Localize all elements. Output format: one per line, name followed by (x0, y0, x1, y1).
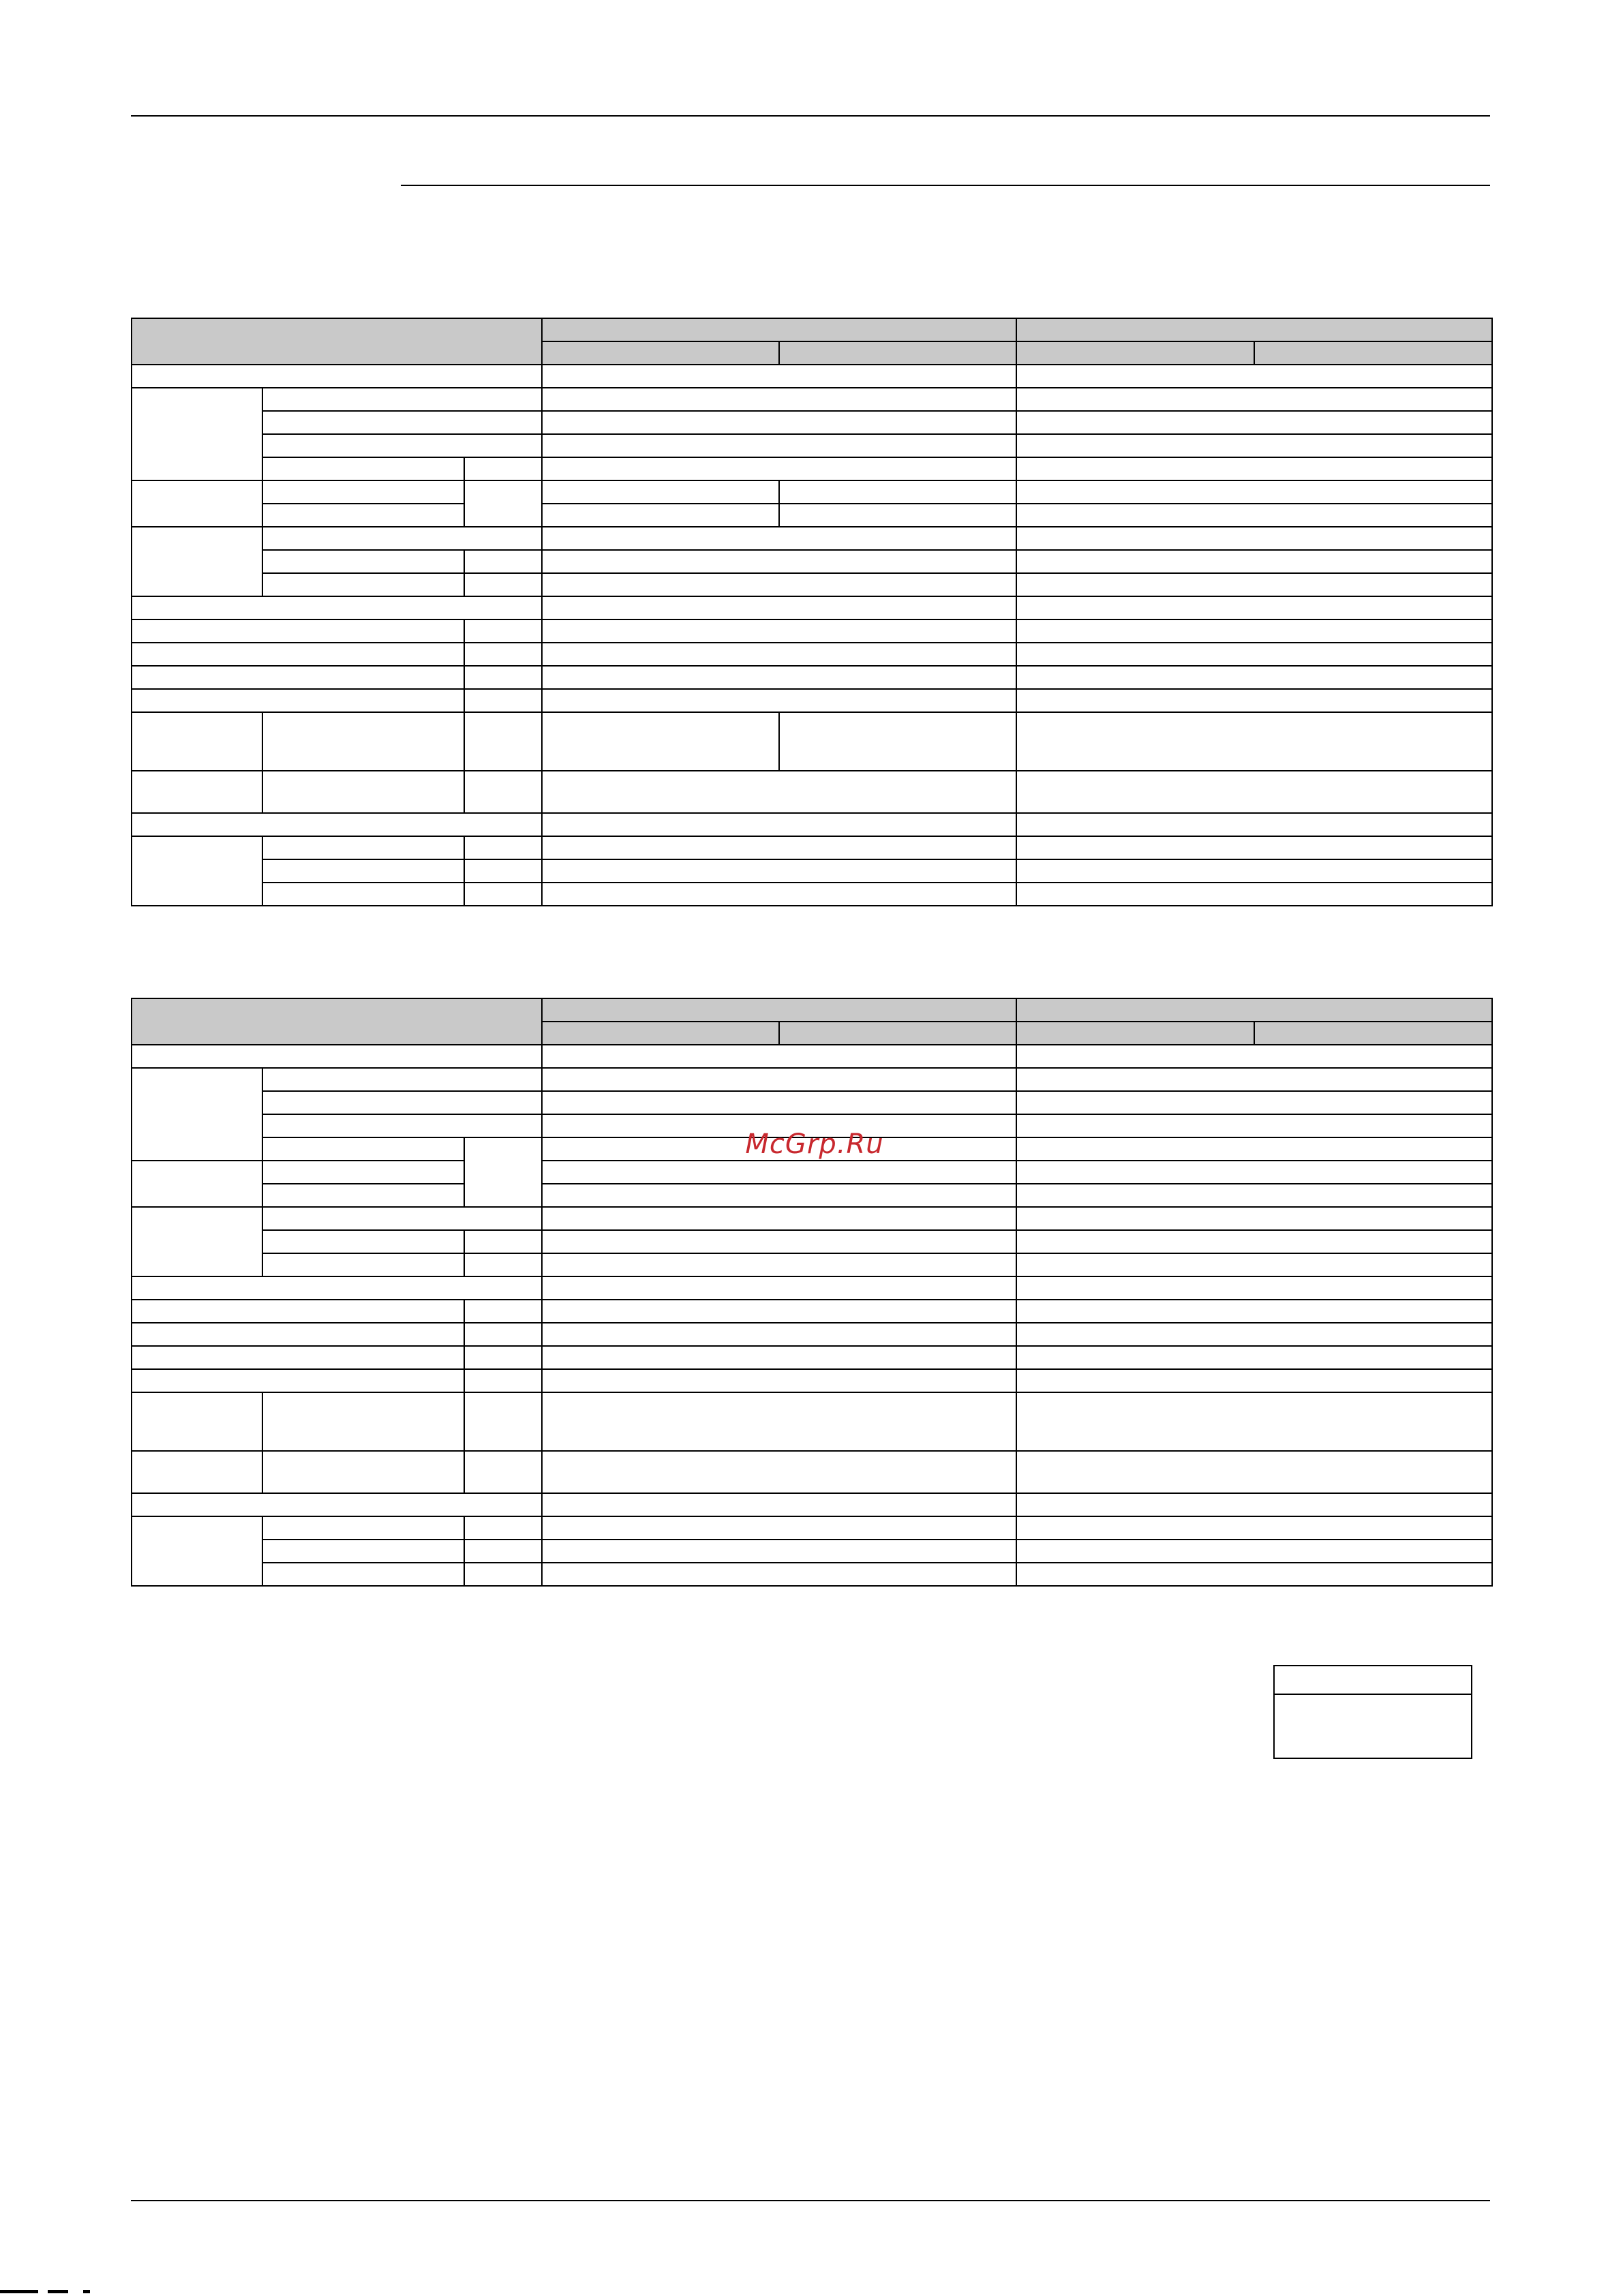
value-cell (1016, 1392, 1492, 1451)
value-cell (1016, 1516, 1492, 1540)
label-cell (262, 859, 464, 883)
value-cell (1016, 1346, 1492, 1369)
value-cell (542, 1369, 1016, 1392)
group-label-cell (132, 771, 262, 813)
value-cell (1016, 1253, 1492, 1276)
value-cell (542, 1451, 1016, 1493)
label-cell (262, 411, 542, 434)
unit-cell (464, 1137, 542, 1207)
unit-cell (464, 1346, 542, 1369)
value-cell (1016, 1068, 1492, 1091)
value-cell (542, 836, 1016, 859)
unit-cell (464, 1300, 542, 1323)
table-header-row (132, 318, 1492, 341)
group-label-cell (132, 1392, 262, 1451)
table-row (132, 573, 1492, 596)
value-cell (1016, 666, 1492, 689)
table-row (132, 1300, 1492, 1323)
unit-cell (464, 666, 542, 689)
value-cell (542, 411, 1016, 434)
label-cell (262, 550, 464, 573)
value-cell (1016, 771, 1492, 813)
table-row (132, 527, 1492, 550)
group-label-cell (132, 1161, 262, 1207)
value-cell (1016, 836, 1492, 859)
group-label-cell (132, 480, 262, 527)
label-cell (262, 1184, 464, 1207)
value-cell (1016, 596, 1492, 619)
table-row (132, 1323, 1492, 1346)
table-row (132, 859, 1492, 883)
unit-cell (464, 1369, 542, 1392)
value-cell (542, 457, 1016, 480)
table-row (132, 1451, 1492, 1493)
table-row (132, 388, 1492, 411)
table-row (132, 771, 1492, 813)
group-label-cell (132, 1451, 262, 1493)
value-cell (542, 689, 1016, 712)
table-row (132, 504, 1492, 527)
table-row (132, 1516, 1492, 1540)
value-cell (542, 550, 1016, 573)
unit-cell (464, 619, 542, 643)
value-cell (542, 1493, 1016, 1516)
unit-cell (464, 883, 542, 906)
table-row (132, 643, 1492, 666)
value-cell (542, 859, 1016, 883)
table-row (132, 365, 1492, 388)
footer-rule (131, 2200, 1490, 2201)
table-row (132, 619, 1492, 643)
value-cell (542, 1323, 1016, 1346)
table-row (132, 550, 1492, 573)
label-cell (262, 1563, 464, 1586)
table-row (132, 1276, 1492, 1300)
value-cell (1016, 504, 1492, 527)
value-cell (542, 666, 1016, 689)
label-cell (262, 480, 464, 504)
label-cell (262, 1451, 464, 1493)
label-cell (132, 1346, 464, 1369)
label-cell (132, 813, 542, 836)
value-cell (1016, 480, 1492, 504)
value-cell (542, 813, 1016, 836)
subheader-cell (1254, 1022, 1492, 1045)
table-row (132, 1369, 1492, 1392)
header-model-a (542, 998, 1016, 1022)
table-row (132, 457, 1492, 480)
value-cell (1016, 883, 1492, 906)
value-cell (1016, 1323, 1492, 1346)
label-cell (262, 1230, 464, 1253)
value-cell (542, 1068, 1016, 1091)
value-cell (1016, 1207, 1492, 1230)
value-cell (542, 527, 1016, 550)
value-cell (542, 1253, 1016, 1276)
value-cell (542, 434, 1016, 457)
label-cell (132, 596, 542, 619)
value-cell (1016, 365, 1492, 388)
subheader-cell (1016, 1022, 1254, 1045)
label-cell (132, 666, 464, 689)
header-model-b (1016, 998, 1492, 1022)
unit-cell (464, 1540, 542, 1563)
table-row (132, 883, 1492, 906)
value-cell (542, 1230, 1016, 1253)
table-row (132, 1392, 1492, 1451)
label-cell (132, 1276, 542, 1300)
unit-cell (464, 1230, 542, 1253)
value-cell (1016, 689, 1492, 712)
label-cell (262, 434, 542, 457)
value-cell (542, 596, 1016, 619)
table-row (132, 1540, 1492, 1563)
title-underline (401, 185, 1490, 186)
label-cell (262, 1253, 464, 1276)
unit-cell (464, 480, 542, 527)
value-cell (542, 1300, 1016, 1323)
label-cell (132, 689, 464, 712)
label-cell (262, 883, 464, 906)
table-row (132, 1493, 1492, 1516)
value-cell (542, 1516, 1016, 1540)
label-cell (262, 712, 464, 771)
value-cell (1016, 619, 1492, 643)
subheader-cell (779, 341, 1016, 365)
value-cell (1016, 859, 1492, 883)
value-cell (542, 1161, 1016, 1184)
value-cell (542, 1091, 1016, 1114)
value-cell (1016, 573, 1492, 596)
value-cell (542, 619, 1016, 643)
label-cell (262, 504, 464, 527)
unit-cell (464, 573, 542, 596)
label-cell (262, 573, 464, 596)
unit-cell (464, 771, 542, 813)
value-cell (779, 480, 1016, 504)
value-cell (542, 1045, 1016, 1068)
value-cell (1016, 1493, 1492, 1516)
unit-cell (464, 859, 542, 883)
value-cell (1016, 1451, 1492, 1493)
label-cell (262, 771, 464, 813)
group-label-cell (132, 1207, 262, 1276)
label-cell (132, 643, 464, 666)
unit-cell (464, 643, 542, 666)
unit-cell (464, 550, 542, 573)
value-cell (1016, 1045, 1492, 1068)
label-cell (132, 1045, 542, 1068)
value-cell (542, 573, 1016, 596)
label-cell (262, 1516, 464, 1540)
value-cell (1016, 1230, 1492, 1253)
header-model-b (1016, 318, 1492, 341)
value-cell (542, 388, 1016, 411)
table-header-row (132, 998, 1492, 1022)
unit-cell (464, 1253, 542, 1276)
label-cell (262, 1137, 464, 1161)
table-row (132, 1563, 1492, 1586)
table-row (132, 1207, 1492, 1230)
unit-cell (464, 457, 542, 480)
label-cell (262, 1068, 542, 1091)
value-cell (542, 1563, 1016, 1586)
value-cell (542, 504, 779, 527)
note-box-header (1275, 1666, 1471, 1695)
label-cell (262, 457, 464, 480)
subheader-cell (1254, 341, 1492, 365)
value-cell (542, 1346, 1016, 1369)
table-row (132, 666, 1492, 689)
table-row (132, 1230, 1492, 1253)
value-cell (1016, 411, 1492, 434)
watermark-text: McGrp.Ru (745, 1129, 884, 1160)
value-cell (542, 480, 779, 504)
value-cell (779, 712, 1016, 771)
table-row (132, 596, 1492, 619)
value-cell (1016, 388, 1492, 411)
table-row (132, 434, 1492, 457)
group-label-cell (132, 388, 262, 480)
label-cell (262, 1540, 464, 1563)
label-cell (132, 1300, 464, 1323)
table-row (132, 1161, 1492, 1184)
value-cell (1016, 550, 1492, 573)
value-cell (542, 712, 779, 771)
unit-cell (464, 1323, 542, 1346)
header-item-cell (132, 318, 542, 365)
label-cell (132, 1323, 464, 1346)
value-cell (1016, 1161, 1492, 1184)
spec-table-2 (131, 998, 1493, 1587)
table-row (132, 712, 1492, 771)
table-row (132, 813, 1492, 836)
value-cell (542, 1540, 1016, 1563)
spec-table-1 (131, 318, 1493, 906)
value-cell (542, 771, 1016, 813)
group-label-cell (132, 836, 262, 906)
table-row (132, 1253, 1492, 1276)
value-cell (1016, 1563, 1492, 1586)
unit-cell (464, 1392, 542, 1451)
value-cell (542, 883, 1016, 906)
label-cell (262, 1114, 542, 1137)
value-cell (1016, 1540, 1492, 1563)
group-label-cell (132, 1068, 262, 1161)
value-cell (542, 1184, 1016, 1207)
unit-cell (464, 712, 542, 771)
unit-cell (464, 836, 542, 859)
group-label-cell (132, 1516, 262, 1586)
header-model-a (542, 318, 1016, 341)
value-cell (1016, 1114, 1492, 1137)
subheader-cell (542, 341, 779, 365)
value-cell (1016, 712, 1492, 771)
value-cell (779, 504, 1016, 527)
label-cell (132, 619, 464, 643)
value-cell (1016, 1091, 1492, 1114)
page-edge-mark (0, 2287, 95, 2296)
table-row (132, 411, 1492, 434)
label-cell (262, 836, 464, 859)
table-row (132, 1091, 1492, 1114)
note-box (1273, 1665, 1472, 1759)
table-row (132, 1068, 1492, 1091)
value-cell (1016, 1369, 1492, 1392)
label-cell (262, 1161, 464, 1184)
label-cell (132, 1493, 542, 1516)
value-cell (1016, 1137, 1492, 1161)
value-cell (542, 643, 1016, 666)
label-cell (132, 1369, 464, 1392)
header-item-cell (132, 998, 542, 1045)
value-cell (1016, 527, 1492, 550)
group-label-cell (132, 712, 262, 771)
unit-cell (464, 1451, 542, 1493)
table-row (132, 1184, 1492, 1207)
value-cell (1016, 434, 1492, 457)
value-cell (1016, 1184, 1492, 1207)
value-cell (1016, 457, 1492, 480)
label-cell (262, 388, 542, 411)
table-row (132, 480, 1492, 504)
label-cell (132, 365, 542, 388)
unit-cell (464, 1516, 542, 1540)
value-cell (542, 1392, 1016, 1451)
unit-cell (464, 689, 542, 712)
label-cell (262, 1392, 464, 1451)
value-cell (542, 365, 1016, 388)
label-cell (262, 1207, 542, 1230)
label-cell (262, 1091, 542, 1114)
value-cell (1016, 813, 1492, 836)
value-cell (542, 1207, 1016, 1230)
value-cell (1016, 643, 1492, 666)
table-row (132, 1045, 1492, 1068)
label-cell (262, 527, 542, 550)
table-row (132, 836, 1492, 859)
value-cell (542, 1276, 1016, 1300)
value-cell (1016, 1276, 1492, 1300)
subheader-cell (1016, 341, 1254, 365)
unit-cell (464, 1563, 542, 1586)
subheader-cell (542, 1022, 779, 1045)
group-label-cell (132, 527, 262, 596)
subheader-cell (779, 1022, 1016, 1045)
table-row (132, 1346, 1492, 1369)
header-rule (131, 115, 1490, 117)
table-row (132, 689, 1492, 712)
value-cell (1016, 1300, 1492, 1323)
